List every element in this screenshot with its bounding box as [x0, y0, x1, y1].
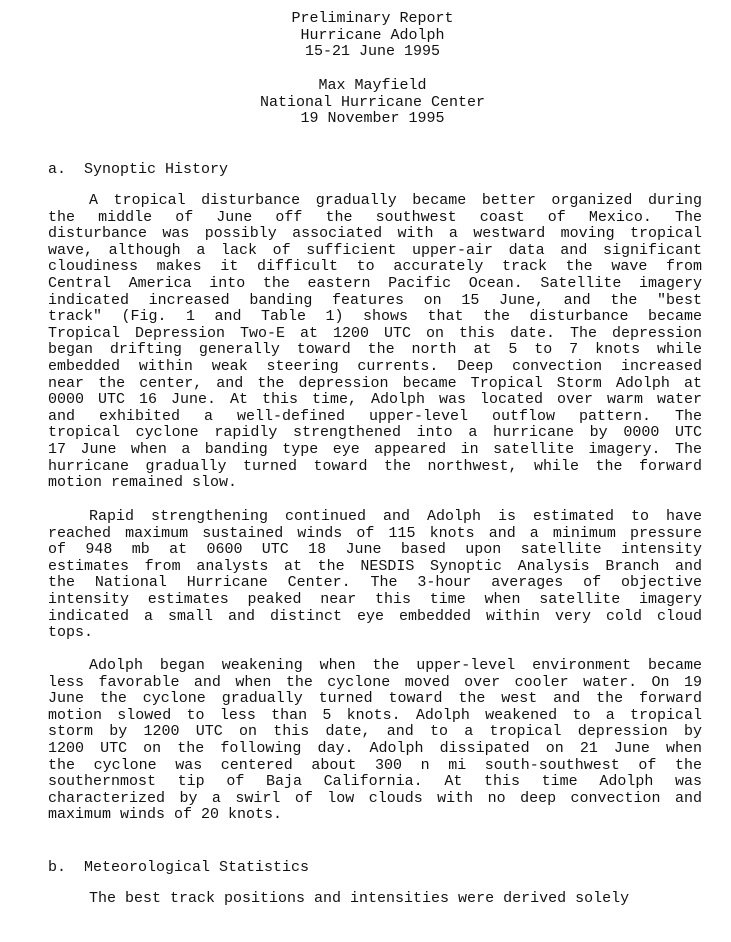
text-line: of 948 mb at 0600 UTC 18 June based upon satellite intensity [48, 541, 702, 559]
text-line: The best track positions and intensities were derived solely [89, 890, 630, 907]
text-line: track" (Fig. 1 and Table 1) shows that the disturbance became [48, 308, 702, 326]
text-line: the National Hurricane Center. The 3-hour averages of objective [48, 574, 702, 592]
report-author-block [0, 78, 731, 128]
storm-dates: 15-21 June 1995 [304, 43, 441, 61]
text-line: Adolph began weakening when the upper-level environment became [89, 657, 702, 674]
text-line: reached maximum sustained winds of 115 knots and a minimum pressure [48, 524, 702, 542]
text-line: southernmost tip of Baja California. At this time Adolph was [48, 773, 702, 791]
text-line: hurricane gradually turned toward the northwest, while the forward [48, 457, 702, 475]
paragraph [48, 658, 702, 824]
text-line: motion slowed to less than 5 knots. Adolph weakened to a tropical [48, 706, 702, 724]
text-line: the cyclone was centered about 300 n mi south-southwest of the [48, 756, 702, 774]
text-line: the middle of June off the southwest coast of Mexico. The [48, 208, 702, 226]
text-line: estimates from analysts at the NESDIS Synoptic Analysis Branch and [48, 557, 702, 575]
text-line: Tropical Depression Two-E at 1200 UTC on this date. The depression [48, 324, 702, 342]
text-line: disturbance was possibly associated with a westward moving tropical [48, 225, 702, 243]
storm-name: Hurricane Adolph [300, 26, 445, 44]
text-line: June the cyclone gradually turned toward the west and the forward [48, 690, 702, 708]
report-date: 19 November 1995 [300, 110, 445, 128]
text-line: motion remained slow. [48, 474, 238, 492]
paragraph [48, 509, 702, 642]
text-line: indicated a small and distinct eye embedded within very cold cloud [48, 607, 702, 625]
author-name: Max Mayfield [318, 77, 427, 94]
text-line: less favorable and when the cyclone moved over cooler water. On 19 [48, 673, 702, 691]
text-line: Central America into the eastern Pacific Ocean. Satellite imagery [48, 274, 702, 292]
text-line: Rapid strengthening continued and Adolph is estimated to have [89, 508, 702, 525]
text-line: and exhibited a well-defined upper-level outflow pattern. The [48, 407, 702, 425]
section-heading-meteorological-statistics: b. Meteorological Statistics [48, 859, 310, 876]
report-title-block [0, 11, 731, 61]
text-line: tops. [48, 624, 94, 642]
text-line: near the center, and the depression became Tropical Storm Adolph at [48, 374, 702, 392]
text-line: characterized by a swirl of low clouds with no deep convection and [48, 789, 702, 807]
paragraph [48, 193, 702, 492]
text-line: maximum winds of 20 knots. [48, 806, 283, 824]
text-line: storm by 1200 UTC on this date, and to a tropical depression by [48, 723, 702, 741]
text-line: intensity estimates peaked near this time when satellite imagery [48, 590, 702, 608]
paragraph [48, 891, 702, 908]
organization: National Hurricane Center [259, 93, 486, 111]
text-line: cloudiness makes it difficult to accurately track the wave from [48, 258, 702, 276]
text-line: indicated increased banding features on 15 June, and the "best [48, 291, 702, 309]
text-line: 0000 UTC 16 June. At this time, Adolph was located over warm water [48, 391, 702, 409]
text-line: embedded within weak steering currents. Deep convection increased [48, 357, 702, 375]
text-line: A tropical disturbance gradually became better organized during [89, 192, 702, 209]
report-type: Preliminary Report [291, 10, 454, 27]
text-line: began drifting generally toward the north at 5 to 7 knots while [48, 341, 702, 359]
text-line: 17 June when a banding type eye appeared in satellite imagery. The [48, 440, 702, 458]
text-line: 1200 UTC on the following day. Adolph dissipated on 21 June when [48, 739, 702, 757]
text-line: tropical cyclone rapidly strengthened into a hurricane by 0000 UTC [48, 424, 702, 442]
section-heading-synoptic-history: a. Synoptic History [48, 161, 229, 178]
text-line: wave, although a lack of sufficient upper-air data and significant [48, 241, 702, 259]
